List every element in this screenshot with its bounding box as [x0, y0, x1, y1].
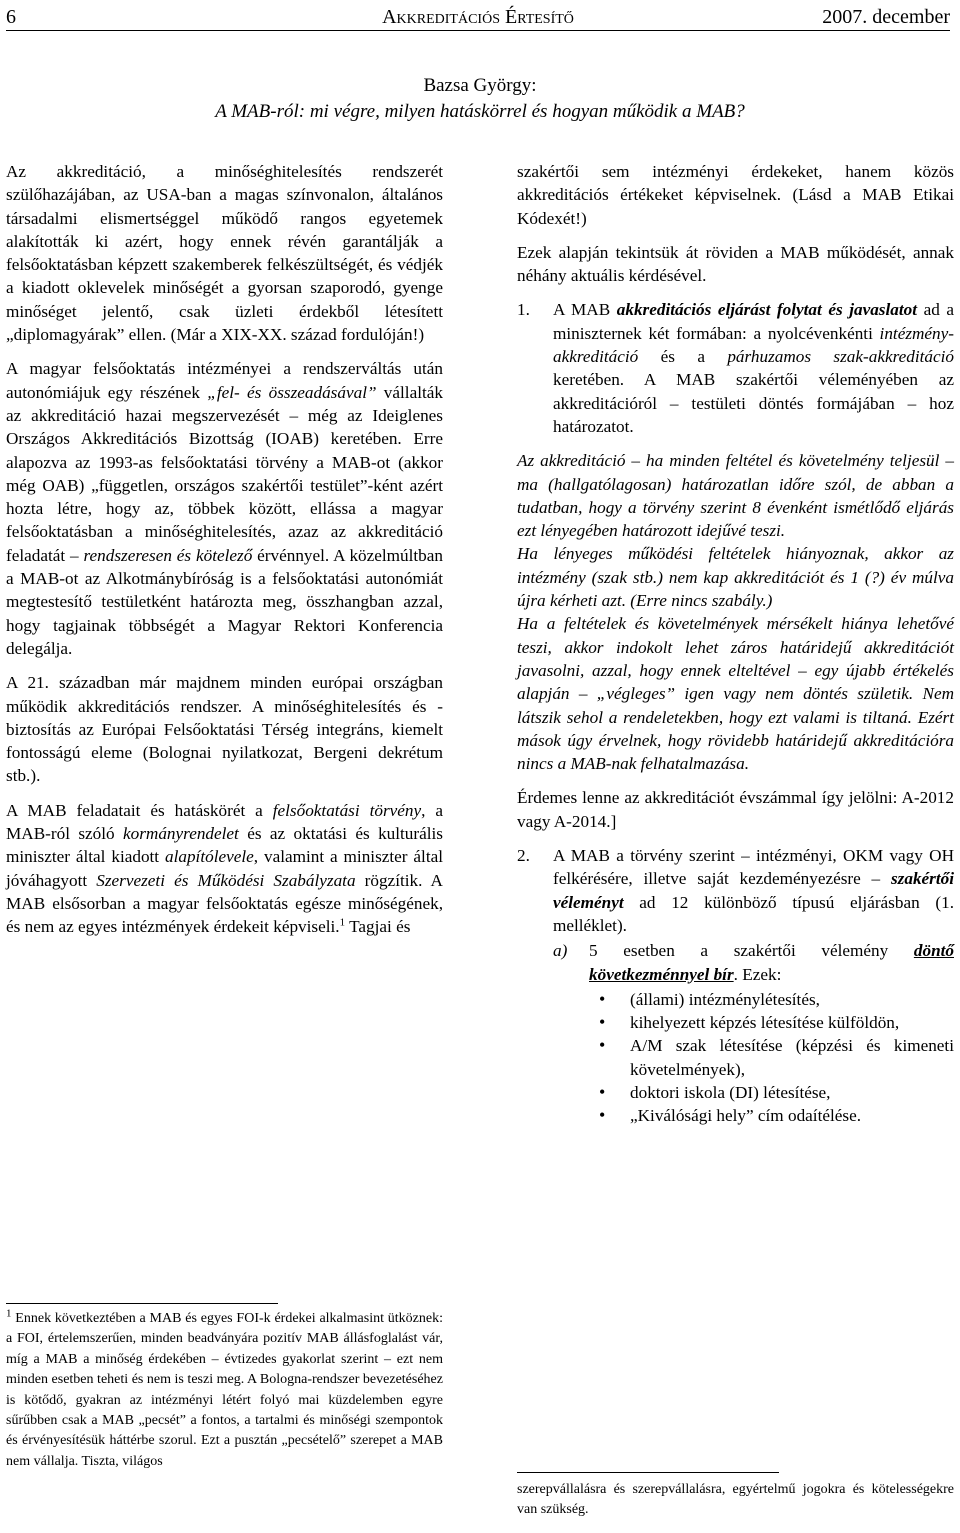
footnote-number: 1	[6, 1307, 12, 1320]
item-body	[553, 844, 954, 1128]
sub-item-body	[589, 939, 954, 1127]
footnote-1	[6, 1309, 443, 1472]
paragraph-hungary	[6, 357, 443, 660]
emphasis: felsőoktatási törvény	[272, 800, 422, 820]
text-run: , a MAB-ról szóló	[6, 800, 443, 844]
text-run: ad 12 különböző típusú eljárásban (1. melléklet).	[553, 892, 954, 935]
text-run: , valamint a miniszter által jóváhagyott	[6, 847, 444, 890]
sub-item-a	[553, 939, 954, 1127]
emphasis: kormányrendelet	[123, 824, 239, 844]
list-item: • „Kiválósági hely” cím odaítélése.	[589, 1104, 954, 1127]
commentary-paragraph: Ha a feltételek és követelmények mérsékelt hiánya lehetővé teszi, akkor indokolt lehet záros határidejű akkreditációt javasolni, azzal, hogy ennek elteltével – egy újabb értékelés alapján – „végleges” igen vagy nem döntés születik. Nem látszik sehol a rendeletekben, hogy ezt valami is tiltaná. Ezért mások úgy érvelnek, hogy rövidebb határidejű akkreditációra nincs a MAB-nak felhatalmazása.	[517, 614, 954, 774]
footnote-ref[interactable]: 1	[339, 916, 346, 929]
bold-italic: akkreditációs eljárást folytat és javaslatot	[616, 300, 918, 320]
footnote-separator	[517, 1472, 779, 1473]
journal-title: Akkreditációs Értesítő	[382, 6, 574, 28]
page-number: 6	[6, 6, 16, 28]
commentary-paragraph: Az akkreditáció – ha minden feltétel és követelmény teljesül – ma (hallgatólagosan) határozatlan időre szól, de abban a tudatban, hogy a törvény szerint 8 évenként ismétlődő eljárás ezt lényegében határozott idejűvé teszi.	[517, 451, 954, 541]
article-author: Bazsa György:	[423, 75, 537, 96]
text-run: rögzítik. A MAB elsősorban a magyar felsőoktatás egésze minőségének, és nem az egyes intézmények érdekeit képviseli.	[6, 870, 443, 937]
numbered-item-1	[517, 298, 954, 438]
item-body	[553, 298, 954, 438]
left-column	[6, 160, 443, 950]
running-header	[6, 4, 950, 31]
item-number: 1.	[517, 300, 530, 320]
paragraph-tasks	[6, 799, 443, 939]
footnote-1-continued: szerepvállalásra és szerepvállalásra, egyértelmű jogokra és kötelességekre van szükség.	[517, 1482, 954, 1518]
text-run: . Ezek:	[733, 964, 782, 984]
emphasis: rendszeresen és kötelező	[83, 545, 253, 565]
emphasis: alapítólevele	[165, 847, 254, 867]
text-run: keretében. A MAB szakértői véleményében az akkreditációról – testületi döntés formájában – hoz határozatot.	[553, 370, 954, 436]
emphasis: „fel- és összeadásával”	[207, 382, 377, 402]
footnote-text: Ennek következtében a MAB és egyes FOI-k érdekei alkalmasint ütköznek: a FOI, értelemszerűen, minden beadványára pozitív MAB állásfoglalást vár, míg a MAB a minőség érdekében – évtizedes gyakorlat szerint – ezt nem minden esetben teheti és nem is teszi meg. A Bologna-rendszer bevezetéséhez is kötődő, gyakran az intézményi létért folyó mai küzdelemben egyre sűrűbben csak a MAB „pecsét” a fontos, a tartalmi és minőségi szempontok és érvényesítésük háttérbe szorul. Ezt a pusztán „pecsételő” szerepet a MAB nem vállalja. Tiszta, világos	[6, 1311, 443, 1469]
numbered-item-2	[517, 844, 954, 1128]
list-item: • doktori iskola (DI) létesítése,	[589, 1081, 954, 1104]
text-run: A MAB a törvény szerint – intézményi, OKM vagy OH felkérésére, illetve saját kezdeményezésre –	[553, 846, 954, 889]
emphasis: intézmény-akkreditáció	[553, 323, 954, 367]
paragraph-origin: Az akkreditáció, a minőséghitelesítés rendszerét szülőhazájában, az USA-ban a magas színvonalon, általános társadalmi elismertséggel működő rangos egyetemek alakították ki azért, hogy ennek révén garantálják a felsőoktatásban képzett szakemberek felkészültségét, és védjék a kiadott oklevelek minőségét a gyorsan szaporodó, gyenge minőséget jelentő, csak üzleti érdekből létesített „diplomagyárak” ellen. (Már a XIX-XX. század fordulóján!)	[6, 162, 443, 345]
text-run: 5 esetben a szakértői vélemény	[589, 941, 914, 961]
text-run: és az oktatási és kulturális miniszter által kiadott	[6, 824, 443, 867]
bullet-list	[589, 988, 954, 1128]
issue-date: 2007. december	[822, 6, 950, 28]
paragraph-overview: Ezek alapján tekintsük át röviden a MAB működését, annak néhány aktuális kérdésével.	[517, 242, 954, 286]
emphasis: párhuzamos szak-akkreditáció	[727, 347, 954, 367]
text-run: Tagjai és	[345, 917, 411, 937]
underlined-emphasis: döntő következménnyel bír	[589, 941, 954, 984]
text-run: vállalták az akkreditáció hazai megszervezését – még az Ideiglenes Országos Akkreditációs Bizottság (IOAB) keretében. Erre alapozva az 1993-as felsőoktatási törvény a MAB-ot (akkor még OAB) „független, országos szakértői testület”-ként azért hozta létre, hogy az, többek között, ellássa a magyar felsőoktatásban a minőséghitelesítés, azaz az akkreditáció feladatát –	[6, 382, 443, 565]
article-title: A MAB-ról: mi végre, milyen hatáskörrel és hogyan működik a MAB?	[215, 101, 745, 122]
commentary-paragraph: Ha lényeges működési feltételek hiányoznak, akkor az intézmény (szak stb.) nem kap akkreditációt és 1 (?) év múlva újra kérheti azt. (Erre nincs szabály.)	[517, 544, 954, 611]
item-number: 2.	[517, 846, 530, 866]
text-run: A magyar felsőoktatás intézményei a rendszerváltás után autonómiájuk egy részének	[6, 359, 443, 402]
list-item: • A/M szak létesítése (képzési és kimeneti követelmények),	[589, 1034, 954, 1081]
italic-commentary	[517, 449, 954, 775]
text-run: ad a miniszternek két formában: a nyolcévenkénti	[553, 300, 954, 343]
paragraph-experts: szakértői sem intézményi érdekeket, hanem közös akkreditációs értékeket képviselnek. (Lásd a MAB Etikai Kódexét!)	[517, 162, 954, 228]
text-run: A MAB	[553, 300, 617, 320]
bold-italic: szakértői véleményt	[553, 869, 954, 912]
sub-item-label: a)	[553, 941, 568, 961]
text-run: A MAB feladatait és hatáskörét a	[6, 800, 273, 820]
footnote-separator	[6, 1303, 278, 1304]
text-run: érvénnyel. A közelmúltban a MAB-ot az Alkotmánybíróság is a felsőoktatási autonómiát megtestesítő testületként határozta meg, összhangban azzal, hogy tagjainak többségét a Magyar Rektori Konferencia delegálja.	[6, 545, 443, 658]
right-column	[517, 160, 954, 1139]
text-run: és a	[638, 347, 728, 367]
emphasis: Szervezeti és Működési Szabályzata	[96, 870, 356, 890]
paragraph-notation: Érdemes lenne az akkreditációt évszámmal így jelölni: A-2012 vagy A-2014.]	[517, 788, 954, 831]
list-item: • (állami) intézménylétesítés,	[589, 988, 954, 1011]
paragraph-europe: A 21. században már majdnem minden európai országban működik akkreditációs rendszer. A minőséghitelesítés és -biztosítás az Európai Felsőoktatási Térség integráns, kiemelt fontosságú eleme (Bolognai nyilatkozat, Bergeni dekrétum stb.).	[6, 673, 443, 786]
list-item: • kihelyezett képzés létesítése külföldön,	[589, 1011, 954, 1034]
